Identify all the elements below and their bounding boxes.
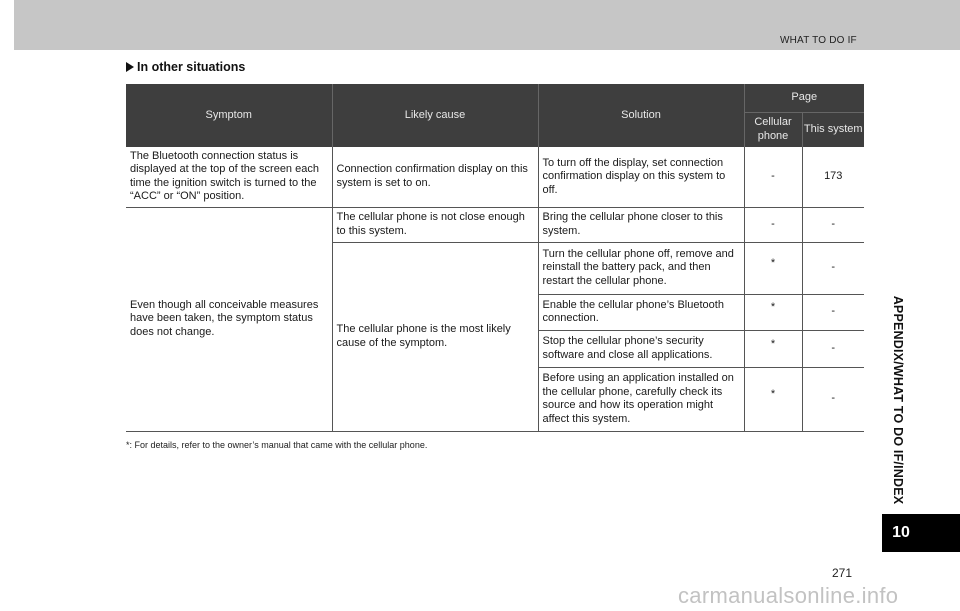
section-title [126,60,245,74]
solution-cell: Enable the cellular phone’s Bluetooth connection. [538,294,744,330]
column-header-symptom: Symptom [126,84,332,147]
solution-cell: Before using an application installed on the cellular phone, carefully check its source and how its operation might affect this system. [538,367,744,431]
column-header-solution: Solution [538,84,744,147]
page-number: 271 [832,566,853,580]
column-header-cellular-phone: Cellular phone [744,112,802,147]
system-page-cell: - [802,242,864,294]
cellular-page-cell [744,330,802,367]
section-title-text: In other situations [137,60,246,74]
cause-cell: The cellular phone is the most likely cause of the symptom. [332,242,538,431]
side-section-label [888,290,908,510]
cause-cell: Connection confirmation display on this system is set to on. [332,147,538,207]
side-section-label-text: APPENDIX/WHAT TO DO IF/INDEX [891,295,905,505]
cellular-page-cell [744,367,802,431]
header-title: WHAT TO DO IF [780,35,857,46]
table-row [126,147,864,207]
troubleshooting-table [126,84,864,432]
system-page-cell: - [802,367,864,431]
solution-cell: Bring the cellular phone closer to this system. [538,207,744,242]
system-page-cell: - [802,330,864,367]
chapter-number: 10 [892,524,910,541]
symptom-cell: The Bluetooth connection status is displayed at the top of the screen each time the ignition switch is turned to the “ACC” or “ON” position. [126,147,332,207]
column-header-page: Page [744,84,864,112]
footnote: *: For details, refer to the owner’s manual that came with the cellular phone. [126,440,428,450]
column-header-this-system: This system [802,112,864,147]
cellular-page-cell [744,242,802,294]
footnote-marker: * [770,301,776,314]
footnote-marker: * [770,388,776,401]
footnote-marker: * [770,337,776,350]
cellular-page-cell: - [744,207,802,242]
cellular-page-cell [744,294,802,330]
system-page-cell: - [802,207,864,242]
system-page-cell: 173 [802,147,864,207]
solution-cell: Stop the cellular phone’s security software and close all applications. [538,330,744,367]
column-header-likely-cause: Likely cause [332,84,538,147]
system-page-cell: - [802,294,864,330]
cause-cell: The cellular phone is not close enough to this system. [332,207,538,242]
triangle-arrow-icon [126,62,134,72]
table-row [126,207,864,242]
solution-cell: Turn the cellular phone off, remove and reinstall the battery pack, and then restart the cellular phone. [538,242,744,294]
solution-cell: To turn off the display, set connection confirmation display on this system to off. [538,147,744,207]
chapter-tab [882,514,960,552]
cellular-page-cell: - [744,147,802,207]
footnote-marker: * [770,257,776,270]
watermark: carmanualsonline.info [678,583,899,608]
symptom-cell: Even though all conceivable measures have been taken, the symptom status does not change. [126,207,332,431]
